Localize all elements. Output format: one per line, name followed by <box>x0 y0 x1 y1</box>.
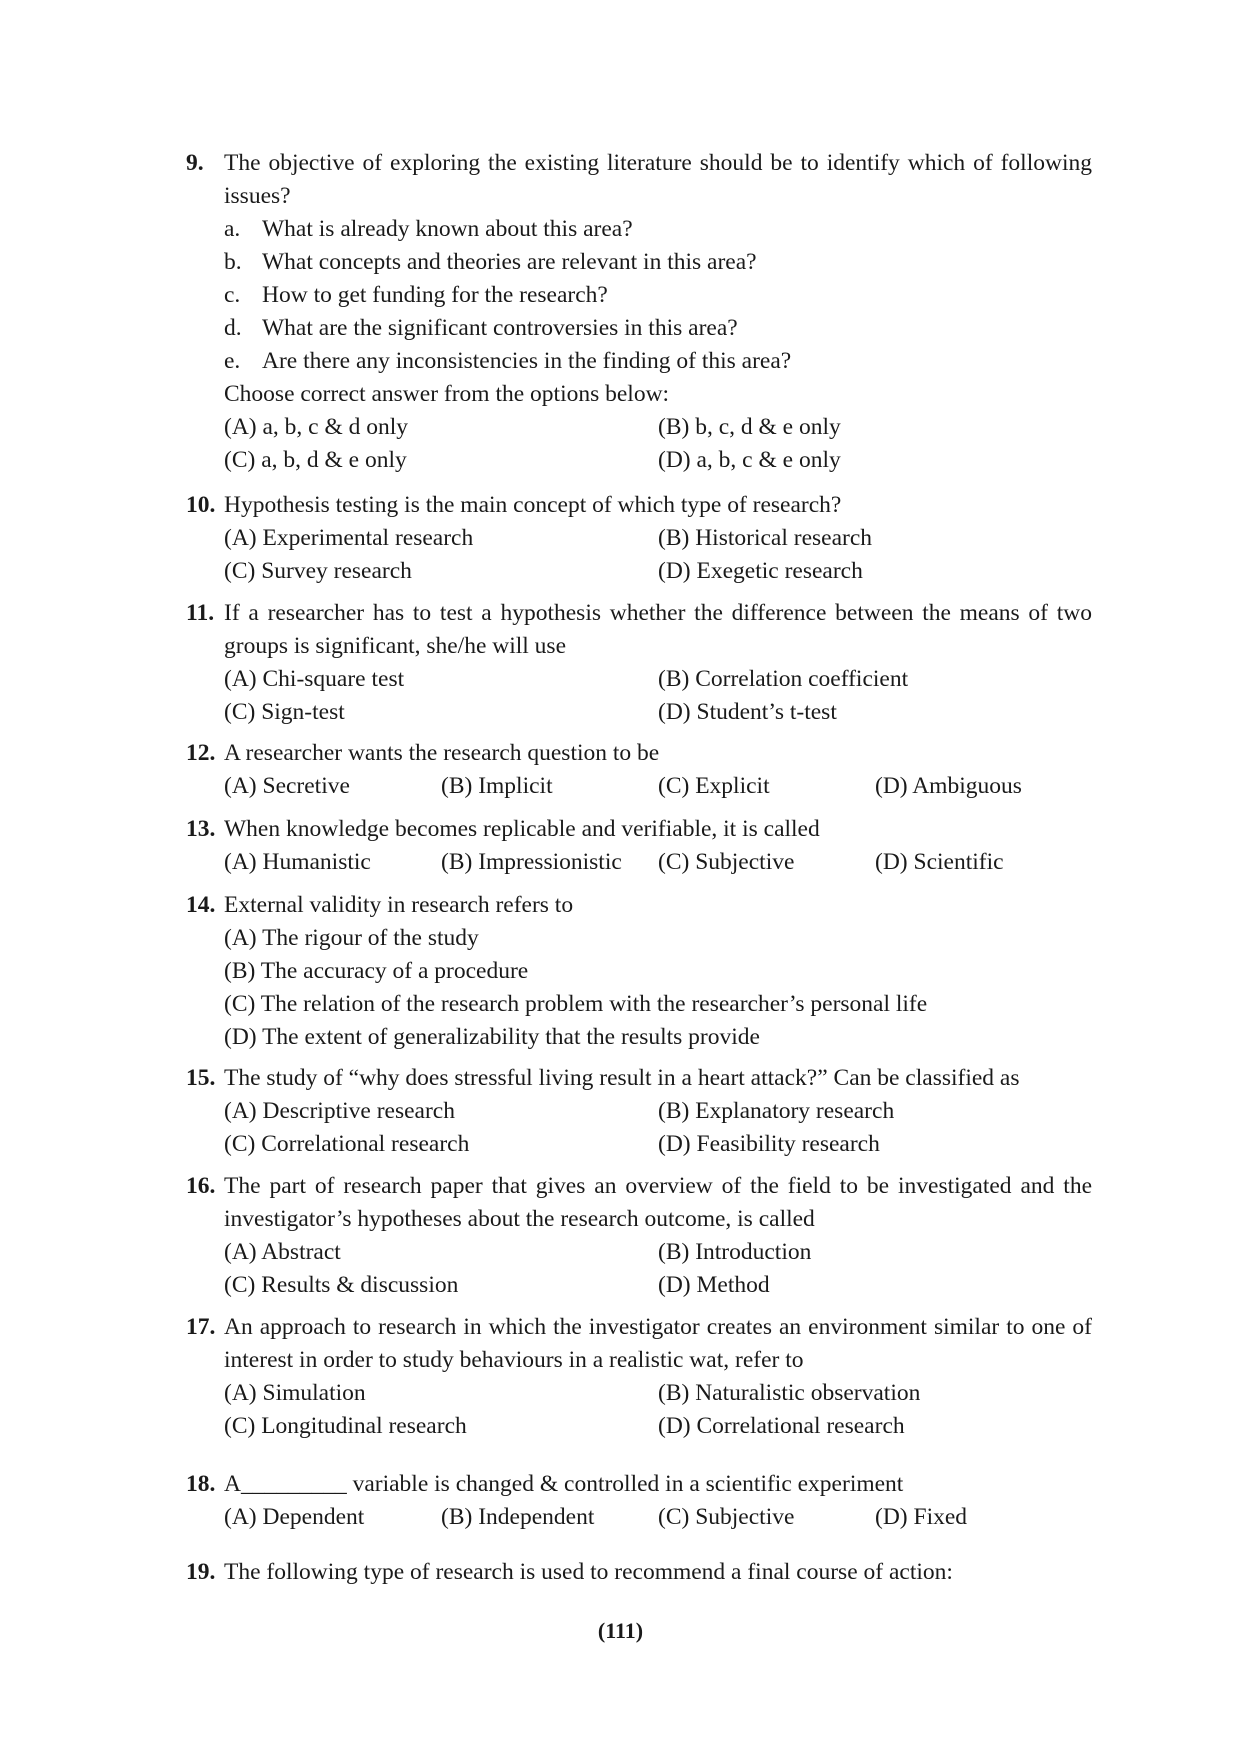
option-d: (D) a, b, c & e only <box>658 447 841 473</box>
option-c: (C) Correlational research <box>224 1131 470 1157</box>
item-text: What is already known about this area? <box>262 216 633 242</box>
option-b: (B) Independent <box>441 1504 595 1530</box>
question-11 <box>186 597 1092 729</box>
option-d: (D) Method <box>658 1272 770 1298</box>
option-d: (D) Ambiguous <box>875 773 1022 799</box>
question-number: 14. <box>186 892 216 918</box>
option-a: (A) Dependent <box>224 1504 365 1530</box>
option-c: (C) Survey research <box>224 558 412 584</box>
option-c: (C) The relation of the research problem with the researcher’s personal life <box>224 991 928 1017</box>
option-c: (C) a, b, d & e only <box>224 447 407 473</box>
question-number: 11. <box>186 600 215 626</box>
question-text: The following type of research is used to recommend a final course of action: <box>224 1559 953 1585</box>
question-14 <box>186 889 1092 1054</box>
option-c: (C) Results & discussion <box>224 1272 459 1298</box>
option-c: (C) Subjective <box>658 1504 795 1530</box>
question-13 <box>186 813 1092 879</box>
option-a: (A) Secretive <box>224 773 350 799</box>
item-text: What concepts and theories are relevant in this area? <box>262 249 757 275</box>
instruction-text: Choose correct answer from the options below: <box>224 381 670 407</box>
question-19 <box>186 1556 1092 1589</box>
option-b: (B) Explanatory research <box>658 1098 895 1124</box>
question-text: When knowledge becomes replicable and verifiable, it is called <box>224 816 820 842</box>
option-a: (A) Simulation <box>224 1380 366 1406</box>
option-a: (A) Humanistic <box>224 849 371 875</box>
list-item <box>186 312 1092 345</box>
option-a: (A) Chi-square test <box>224 666 405 692</box>
question-10 <box>186 489 1092 588</box>
list-item <box>186 213 1092 246</box>
list-item <box>186 345 1092 378</box>
option-a: (A) Abstract <box>224 1239 341 1265</box>
option-c: (C) Subjective <box>658 849 795 875</box>
question-text: The part of research paper that gives an overview of the field to be investigated and the investigator’s hypotheses about the research outcome, is called <box>224 1173 1092 1232</box>
option-d: (D) Feasibility research <box>658 1131 880 1157</box>
item-text: How to get funding for the research? <box>262 282 608 308</box>
option-b: (B) b, c, d & e only <box>658 414 841 440</box>
question-number: 13. <box>186 816 216 842</box>
question-text: A_________ variable is changed & controlled in a scientific experiment <box>224 1471 904 1497</box>
option-b: (B) Impressionistic <box>441 849 622 875</box>
question-17 <box>186 1311 1092 1443</box>
question-number: 15. <box>186 1065 216 1091</box>
option-c: (C) Longitudinal research <box>224 1413 467 1439</box>
option-d: (D) Student’s t-test <box>658 699 837 725</box>
question-18 <box>186 1468 1092 1534</box>
option-b: (B) Introduction <box>658 1239 812 1265</box>
item-label: c. <box>224 282 241 308</box>
option-d: (D) Fixed <box>875 1504 968 1530</box>
item-label: a. <box>224 216 241 242</box>
question-text: An approach to research in which the investigator creates an environment similar to one of interest in order to study behaviours in a realistic wat, refer to <box>224 1314 1092 1373</box>
item-label: e. <box>224 348 241 374</box>
option-a: (A) a, b, c & d only <box>224 414 409 440</box>
question-text: Hypothesis testing is the main concept of which type of research? <box>224 492 842 518</box>
question-text: External validity in research refers to <box>224 892 574 918</box>
question-number: 12. <box>186 740 216 766</box>
question-text: The study of “why does stressful living result in a heart attack?” Can be classified as <box>224 1065 1020 1091</box>
question-16 <box>186 1170 1092 1302</box>
option-d: (D) The extent of generalizability that the results provide <box>224 1024 760 1050</box>
question-9 <box>186 147 1092 477</box>
item-label: b. <box>224 249 242 275</box>
option-a: (A) The rigour of the study <box>224 925 479 951</box>
list-item <box>186 279 1092 312</box>
option-b: (B) Naturalistic observation <box>658 1380 921 1406</box>
option-a: (A) Experimental research <box>224 525 474 551</box>
item-text: What are the significant controversies in this area? <box>262 315 738 341</box>
question-12 <box>186 737 1092 803</box>
option-b: (B) Historical research <box>658 525 873 551</box>
question-number: 9. <box>186 150 204 176</box>
option-d: (D) Scientific <box>875 849 1004 875</box>
question-text: A researcher wants the research question to be <box>224 740 660 766</box>
option-c: (C) Explicit <box>658 773 770 799</box>
question-text: If a researcher has to test a hypothesis whether the difference between the means of two groups is significant, she/he will use <box>224 600 1092 659</box>
question-number: 19. <box>186 1559 216 1585</box>
page-number: (111) <box>597 1618 644 1643</box>
question-number: 17. <box>186 1314 216 1340</box>
question-number: 16. <box>186 1173 216 1199</box>
question-text: The objective of exploring the existing literature should be to identify which of following issues? <box>224 150 1092 209</box>
option-a: (A) Descriptive research <box>224 1098 455 1124</box>
option-b: (B) Implicit <box>441 773 553 799</box>
option-b: (B) Correlation coefficient <box>658 666 909 692</box>
item-label: d. <box>224 315 242 341</box>
option-d: (D) Correlational research <box>658 1413 905 1439</box>
list-item <box>186 246 1092 279</box>
question-number: 10. <box>186 492 216 518</box>
question-number: 18. <box>186 1471 216 1497</box>
item-text: Are there any inconsistencies in the finding of this area? <box>262 348 792 374</box>
option-d: (D) Exegetic research <box>658 558 863 584</box>
option-c: (C) Sign-test <box>224 699 345 725</box>
option-b: (B) The accuracy of a procedure <box>224 958 529 984</box>
question-15 <box>186 1062 1092 1161</box>
